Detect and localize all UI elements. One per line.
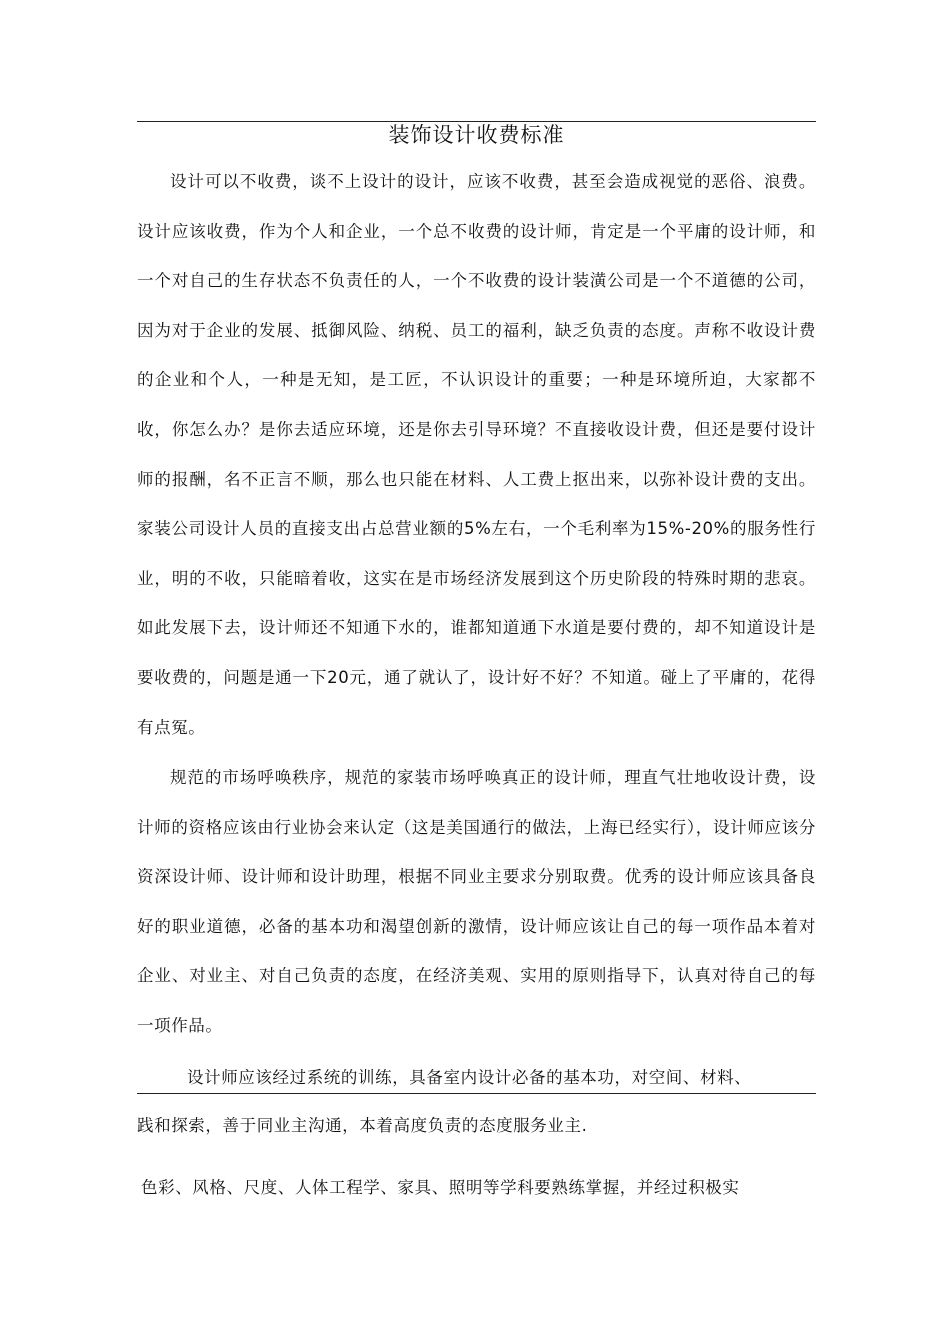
paragraph-2: 规范的市场呼唤秩序，规范的家装市场呼唤真正的设计师，理直气壮地收设计费，设计师的资格应该由行业协会来认定（这是美国通行的做法，上海已经实行），设计师应该分资深设计师、设计师和设计助理，根据不同业主要求分别取费。优秀的设计师应该具备良好的职业道德，必备的基本功和渴望创新的激情，设计师应该让自己的每一项作品本着对企业、对业主、对自己负责的态度，在经济美观、实用的原则指导下，认真对待自己的每一项作品。 xyxy=(137,768,816,1035)
paragraph-1: 设计可以不收费，谈不上设计的设计，应该不收费，甚至会造成视觉的恶俗、浪费。设计应该收费，作为个人和企业，一个总不收费的设计师，肯定是一个平庸的设计师，和一个对自己的生存状态不负责任的人，一个不收费的设计装潢公司是一个不道德的公司，因为对于企业的发展、抵御风险、纳税、员工的福利，缺乏负责的态度。声称不收设计费的企业和个人，一种是无知，是工匠，不认识设计的重要；一种是环境所迫，大家都不收，你怎么办？是你去适应环境，还是你去引导环境？不直接收设计费，但还是要付设计师的报酬，名不正言不顺，那么也只能在材料、人工费上抠出来，以弥补设计费的支出。家装公司设计人员的直接支出占总营业额的5%左右，一个毛利率为15%-20%的服务性行业，明的不收，只能暗着收，这实在是市场经济发展到这个历史阶段的特殊时期的悲哀。如此发展下去，设计师还不知通下水的，谁都知道通下水道是要付费的，却不知道设计是要收费的，问题是通一下20元，通了就认了，设计好不好？不知道。碰上了平庸的，花得有点冤。 xyxy=(137,172,816,737)
fragment-line-3: 色彩、风格、尺度、人体工程学、家具、照明等学科要熟练掌握，并经过积极实 xyxy=(141,1178,740,1197)
document-title: 装饰设计收费标准 xyxy=(388,123,565,147)
middle-rule xyxy=(137,1093,816,1094)
fragment-line-1: 设计师应该经过系统的训练，具备室内设计必备的基本功，对空间、材料、 xyxy=(187,1068,752,1087)
fragment-line-2: 践和探索，善于同业主沟通，本着高度负责的态度服务业主. xyxy=(137,1116,588,1135)
